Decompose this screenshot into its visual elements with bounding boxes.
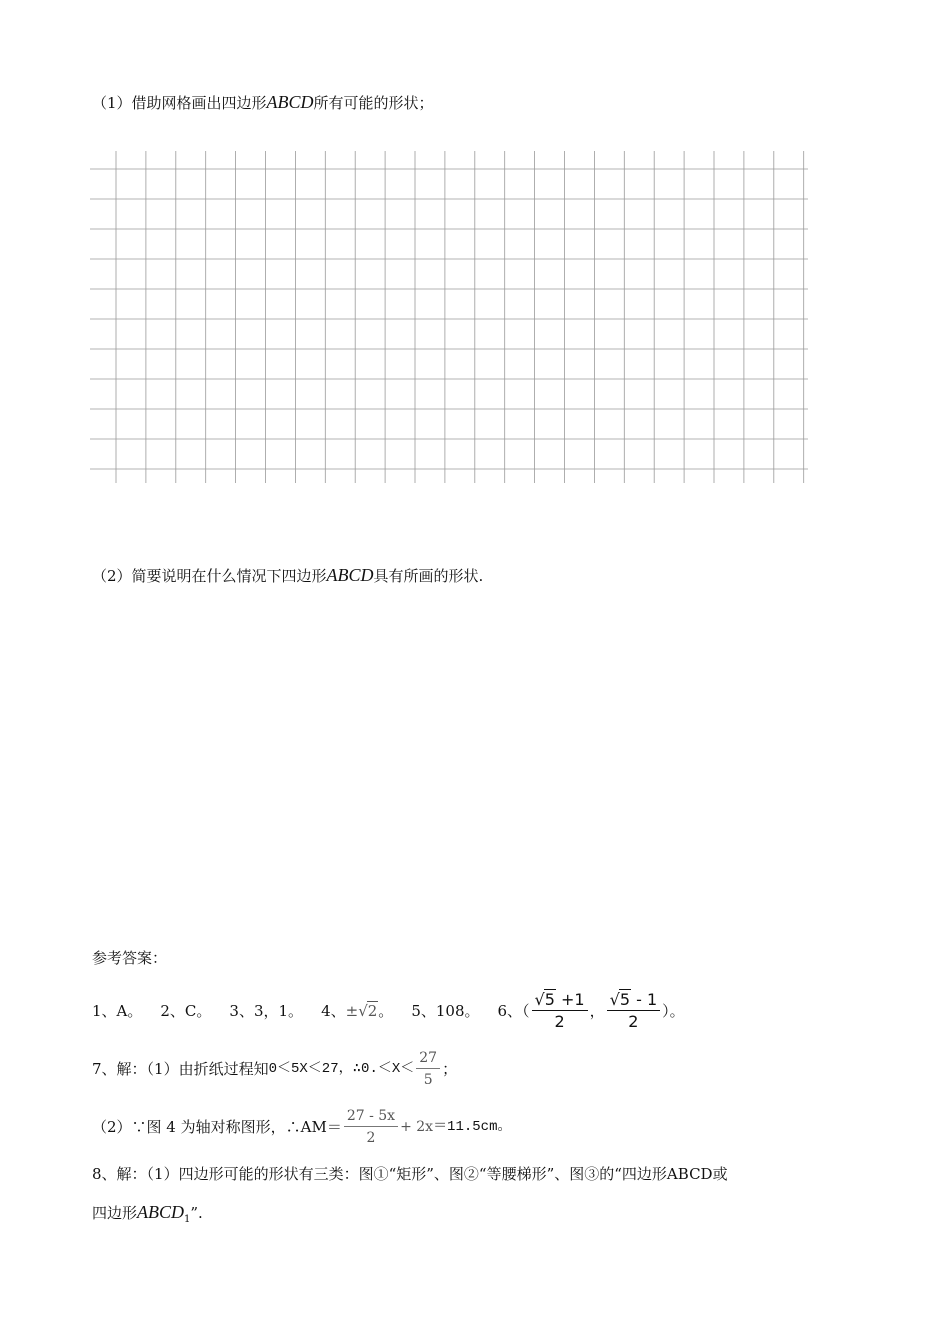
sqrt-icon: √	[609, 989, 620, 1009]
answer-7-inequality: 0＜5X＜27，	[268, 1061, 353, 1077]
answer-7b-plus-term: + 2x	[400, 1119, 434, 1135]
answer-6-fraction-1	[532, 990, 588, 1033]
answer-6-fraction-2	[607, 990, 661, 1033]
answers-heading: 参考答案：	[92, 949, 168, 967]
answer-7-fraction-denominator: 5	[423, 1071, 433, 1088]
answer-8-suffix: ”.	[190, 1204, 203, 1222]
answer-7-end: ；	[442, 1060, 458, 1078]
answer-1: 1、A。	[92, 1002, 143, 1020]
q1-shape: ABCD	[266, 92, 314, 112]
fraction-1-denominator: 2	[554, 1011, 565, 1031]
drawing-grid	[90, 151, 812, 483]
answer-7b-result: ＝11.5cm。	[433, 1119, 512, 1135]
answer-8-shape: ABCD	[137, 1202, 185, 1222]
answer-7-fraction	[416, 1048, 440, 1091]
q2-prefix: （2）简要说明在什么情况下四边形	[92, 567, 327, 585]
answer-7b-fraction	[344, 1106, 398, 1149]
answer-2: 2、C。	[160, 1002, 212, 1020]
answer-7-part-1	[92, 1046, 457, 1092]
answer-6-separator: ，	[589, 1002, 605, 1020]
fraction-2-denominator: 2	[628, 1011, 639, 1031]
q2-suffix: 具有所画的形状.	[373, 567, 484, 585]
answer-7b-label: （2）∵图 4 为轴对称图形，∴AM＝	[92, 1118, 342, 1136]
answers-row-1-6	[92, 988, 685, 1034]
fraction-1-numerator: √5 +1	[532, 990, 588, 1011]
answer-6-end: ）。	[662, 1002, 685, 1020]
answer-6-label: 6、（	[497, 1002, 530, 1020]
answer-8-line-1: 8、解：（1）四边形可能的形状有三类：图①“矩形”、图②“等腰梯形”、图③的“四边形ABCD或	[92, 1165, 728, 1183]
q1-suffix: 所有可能的形状；	[313, 94, 434, 112]
answer-4-end: 。	[378, 1002, 394, 1020]
sqrt-icon: √	[534, 989, 545, 1009]
question-2	[92, 565, 483, 586]
answer-4-radicand: 2	[367, 1002, 378, 1020]
answer-7-part-2	[92, 1104, 511, 1150]
answer-7b-fraction-denominator: 2	[366, 1129, 376, 1146]
answer-4-root	[358, 1001, 378, 1021]
answer-5: 5、108。	[411, 1002, 480, 1020]
answer-7-label: 7、解：（1）由折纸过程知	[92, 1060, 269, 1078]
q2-shape: ABCD	[326, 565, 374, 585]
answer-3: 3、3，1。	[229, 1002, 304, 1020]
answer-4-plus-minus: ±	[345, 1002, 359, 1020]
answer-8-subscript: 1	[184, 1214, 191, 1225]
answer-7-fraction-numerator: 27	[416, 1048, 440, 1069]
answer-7-therefore: ∴0.＜X＜	[352, 1061, 415, 1077]
q1-prefix: （1）借助网格画出四边形	[92, 94, 267, 112]
answer-7b-fraction-numerator: 27 - 5x	[344, 1106, 398, 1127]
answer-8-line-2	[92, 1202, 203, 1230]
sqrt-icon: √	[358, 1002, 368, 1020]
question-1	[92, 92, 434, 113]
answer-8-prefix: 四边形	[92, 1204, 138, 1222]
fraction-2-numerator: √5 - 1	[607, 990, 661, 1011]
answer-4-label: 4、	[321, 1002, 346, 1020]
